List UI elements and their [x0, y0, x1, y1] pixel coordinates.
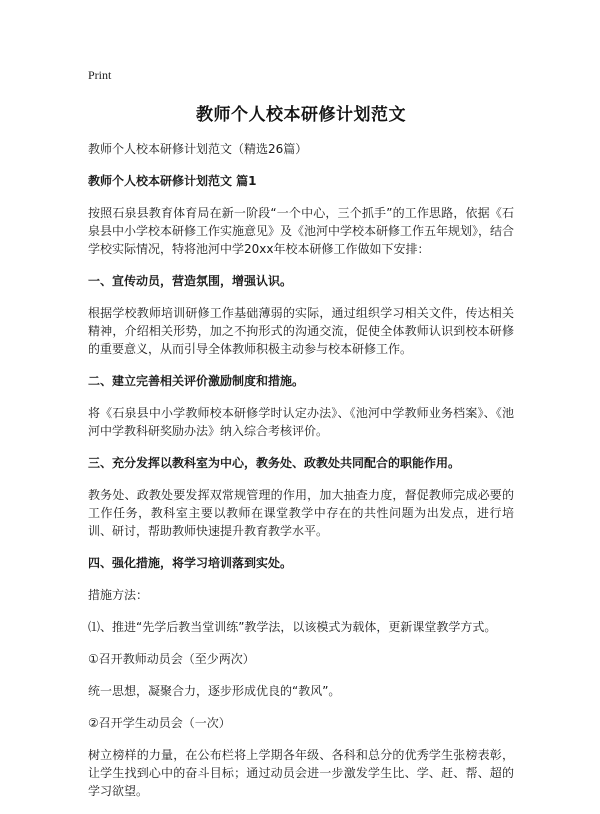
document-page — [88, 66, 514, 814]
section-body-2: 将《石泉县中小学教师校本研修学时认定办法》、《池河中学教师业务档案》、《池河中学教科研奖励办法》纳入综合考核评价。 — [88, 406, 514, 438]
section-heading-2: 二、建立完善相关评价激励制度和措施。 — [88, 374, 305, 388]
document-subtitle: 教师个人校本研修计划范文（精选26篇） — [88, 142, 308, 156]
methods-label: 措施方法： — [88, 588, 149, 602]
section-heading-1: 一、宣传动员，营造氛围，增强认识。 — [88, 274, 293, 288]
section-body-3: 教务处、政教处要发挥双常规管理的作用，加大抽查力度，督促教师完成必要的工作任务，教科室主要以教师在课堂教学中存在的共性问题为出发点，进行培训、研讨，帮助教师快速提升教育教学水平。 — [88, 488, 514, 538]
method-item-1: ⑴、推进“先学后教当堂训练”教学法，以该模式为载体，更新课堂教学方式。 — [88, 620, 497, 634]
section-heading-4: 四、强化措施，将学习培训落到实处。 — [88, 556, 293, 570]
essay-title: 教师个人校本研修计划范文 篇1 — [88, 174, 257, 188]
section-body-1: 根据学校教师培训研修工作基础薄弱的实际，通过组织学习相关文件，传达相关精神，介绍相关形势，加之不拘形式的沟通交流，促使全体教师认识到校本研修的重要意义，从而引导全体教师积极主动参与校本研修工作。 — [88, 306, 514, 356]
sub-item-1-body: 统一思想，凝聚合力，逐步形成优良的“教风”。 — [88, 684, 341, 698]
sub-item-1-title: ①召开教师动员会（至少两次） — [88, 652, 255, 666]
page-title: 教师个人校本研修计划范文 — [196, 105, 406, 125]
print-link[interactable]: Print — [88, 68, 112, 82]
section-heading-3: 三、充分发挥以教科室为中心，教务处、政教处共同配合的职能作用。 — [88, 456, 461, 470]
sub-item-2-title: ②召开学生动员会（一次） — [88, 716, 231, 730]
sub-item-2-body: 树立榜样的力量，在公布栏将上学期各年级、各科和总分的优秀学生张榜表彰，让学生找到心中的奋斗目标；通过动员会进一步激发学生比、学、赶、帮、超的学习欲望。 — [88, 748, 514, 798]
intro-paragraph: 按照石泉县教育体育局在新一阶段“一个中心，三个抓手”的工作思路，依据《石泉县中小学校本研修工作实施意见》及《池河中学校本研修工作五年规划》，结合学校实际情况，特将池河中学20xx年校本研修工作做如下安排： — [88, 206, 515, 256]
